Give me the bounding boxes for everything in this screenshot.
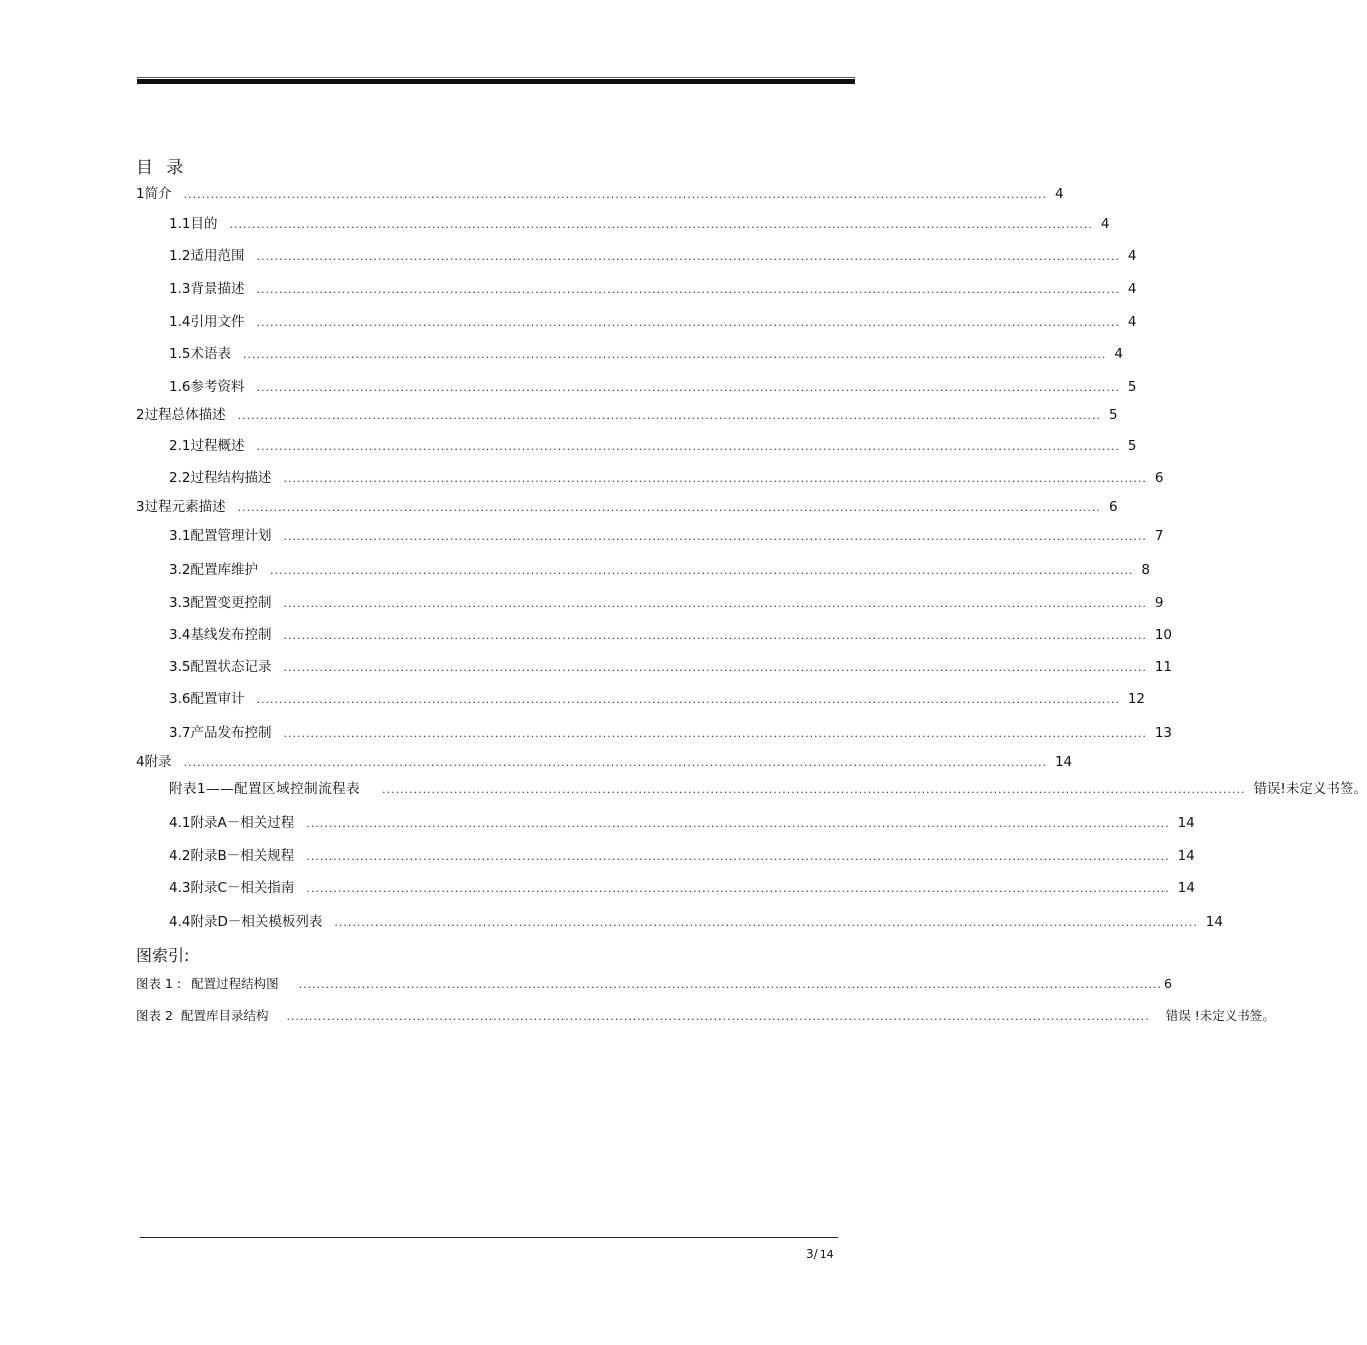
toc-entry-number: 3.6 [169,691,191,707]
figure-entry-title: 配置库目录结构 [180,1008,269,1023]
dot-leader: ................................................................................................................................................................................................ [256,250,1120,263]
toc-entry[interactable] [169,780,1367,798]
toc-entry-page: 4 [1127,248,1137,264]
toc-entry-number: 1.1 [169,216,191,232]
toc-entry[interactable] [169,527,1164,545]
toc-entry[interactable] [169,561,1150,579]
figure-entry[interactable] [136,1007,1275,1025]
toc-entry[interactable] [169,469,1164,487]
toc-entry[interactable] [169,913,1223,931]
toc-entry-title: 基线发布控制 [190,627,272,643]
toc-entry-page: 13 [1154,725,1173,741]
toc-entry-page: 14 [1177,880,1195,896]
figure-entry-title: 配置过程结构图 [191,976,279,991]
toc-entry[interactable] [136,498,1118,516]
toc-entry-title: 配置审计 [190,691,245,707]
dot-leader: ................................................................................................................................................................................................ [256,693,1120,706]
dot-leader: ................................................................................................................................................................................................ [229,218,1093,231]
toc-entry-page: 4 [1114,346,1123,362]
toc-entry[interactable] [169,847,1195,865]
toc-entry-title: 配置库维护 [190,562,258,578]
toc-heading: 目 录 [136,158,188,178]
toc-entry-title: 附录B－相关规程 [190,848,295,864]
toc-entry-title: 附表1——配置区域控制流程表 [169,781,361,797]
toc-entry-page: 10 [1154,627,1173,643]
toc-entry[interactable] [169,879,1195,897]
toc-entry-title: 过程元素描述 [144,499,226,515]
toc-entry-page: 14 [1054,754,1073,770]
toc-entry[interactable] [169,658,1173,676]
toc-entry-title: 目的 [190,216,218,232]
dot-leader: ................................................................................................................................................................................................ [256,440,1120,453]
toc-entry-number: 3.5 [169,659,191,675]
toc-entry-title: 引用文件 [190,314,245,330]
toc-entry-number: 3.4 [169,627,191,643]
toc-entry-number: 1 [136,186,145,202]
figure-entry[interactable] [136,975,1172,993]
dot-leader: ................................................................................................................................................................................................ [283,727,1147,740]
dot-leader: ................................................................................................................................................................................................ [237,409,1101,422]
dot-leader: ................................................................................................................................................................................................ [256,316,1120,329]
toc-entry-title: 配置变更控制 [190,595,272,611]
toc-entry-page: 9 [1154,595,1164,611]
toc-entry-page: 14 [1177,815,1195,831]
toc-entry-title: 附录 [144,754,172,770]
toc-entry[interactable] [169,814,1195,832]
dot-leader: ................................................................................................................................................................................................ [382,783,1246,796]
toc-entry-title: 过程概述 [190,438,245,454]
dot-leader: ................................................................................................................................................................................................ [283,629,1147,642]
dot-leader: ................................................................................................................................................................................................ [283,661,1147,674]
dot-leader: ................................................................................................................................................................................................ [283,472,1147,485]
toc-entry-title: 过程总体描述 [144,407,226,423]
toc-entry-number: 1.2 [169,248,191,264]
toc-entry-number: 4.3 [169,880,191,896]
toc-entry[interactable] [169,345,1123,363]
figure-entry-page: 错误 !未定义书签。 [1165,1008,1275,1023]
toc-entry-title: 附录D－相关模板列表 [190,914,323,930]
toc-entry-number: 1.3 [169,281,191,297]
toc-entry-page: 11 [1154,659,1173,675]
dot-leader: ................................................................................................................................................................................................ [256,381,1120,394]
toc-entry-number: 3.1 [169,528,191,544]
figure-index-heading: 图索引: [136,946,190,965]
toc-entry-page: 14 [1205,914,1223,930]
toc-entry-number: 4.2 [169,848,191,864]
footer-rule [140,1237,838,1238]
toc-entry[interactable] [169,247,1137,265]
toc-entry-number: 1.5 [169,346,191,362]
dot-leader: ................................................................................................................................................................................................ [256,283,1120,296]
toc-entry-page: 4 [1127,314,1137,330]
dot-leader: ................................................................................................................................................................................................ [242,348,1107,361]
toc-entry-title: 配置管理计划 [190,528,272,544]
toc-entry[interactable] [136,185,1064,203]
toc-entry-title: 配置状态记录 [190,659,272,675]
toc-entry-number: 2 [136,407,145,423]
toc-entry-number: 3.3 [169,595,191,611]
toc-entry-page: 14 [1177,848,1195,864]
header-rule [137,77,855,84]
toc-entry-number: 3 [136,499,145,515]
dot-leader: ................................................................................................................................................................................................ [283,597,1147,610]
toc-entry[interactable] [169,313,1137,331]
toc-entry-title: 背景描述 [190,281,245,297]
dot-leader: ................................................................................................................................................................................................ [283,530,1147,543]
toc-entry-page: 5 [1108,407,1118,423]
toc-entry-title: 附录C－相关指南 [190,880,295,896]
dot-leader: ................................................................................................................................................................................................ [298,978,1162,991]
toc-entry[interactable] [136,753,1073,771]
toc-entry[interactable] [169,378,1137,396]
page-counter [806,1247,834,1261]
toc-entry-page: 6 [1154,470,1164,486]
toc-entry-number: 2.2 [169,470,191,486]
toc-entry-title: 过程结构描述 [190,470,272,486]
total-page-number: 14 [819,1248,834,1261]
toc-entry[interactable] [169,280,1137,298]
toc-entry-number: 4.4 [169,914,191,930]
toc-entry[interactable] [169,437,1137,455]
toc-entry-page: 4 [1100,216,1110,232]
figure-entry-number: 图表 1 : [136,976,182,991]
dot-leader: ................................................................................................................................................................................................ [183,756,1047,769]
toc-entry[interactable] [169,690,1146,708]
toc-entry-number: 4.1 [169,815,191,831]
dot-leader: ................................................................................................................................................................................................ [183,188,1047,201]
toc-entry-title: 简介 [144,186,172,202]
toc-entry[interactable] [136,406,1118,424]
toc-entry[interactable] [169,215,1110,233]
toc-entry-title: 产品发布控制 [190,725,272,741]
dot-leader: ................................................................................................................................................................................................ [269,564,1134,577]
toc-entry[interactable] [169,626,1173,644]
toc-entry-title: 适用范围 [190,248,245,264]
toc-entry[interactable] [169,594,1164,612]
toc-entry-page: 5 [1127,379,1137,395]
toc-entry-page: 4 [1127,281,1137,297]
toc-entry-number: 1.4 [169,314,191,330]
toc-entry-page: 7 [1154,528,1164,544]
toc-entry-page: 4 [1054,186,1064,202]
figure-entry-page: 6 [1163,976,1172,991]
toc-entry-number: 3.2 [169,562,191,578]
dot-leader: ................................................................................................................................................................................................ [306,882,1170,895]
toc-entry-page: 8 [1141,562,1150,578]
dot-leader: ................................................................................................................................................................................................ [237,501,1101,514]
dot-leader: ................................................................................................................................................................................................ [286,1010,1150,1023]
dot-leader: ................................................................................................................................................................................................ [306,817,1170,830]
toc-entry-page: 12 [1127,691,1146,707]
dot-leader: ................................................................................................................................................................................................ [334,916,1198,929]
toc-entry-number: 4 [136,754,145,770]
toc-entry-title: 参考资料 [190,379,245,395]
toc-entry-page: 5 [1127,438,1137,454]
dot-leader: ................................................................................................................................................................................................ [306,850,1170,863]
figure-entry-number: 图表 2 [136,1008,173,1023]
toc-entry-number: 2.1 [169,438,191,454]
toc-entry-page: 6 [1108,499,1118,515]
page-separator: / [813,1247,818,1261]
toc-entry-number: 3.7 [169,725,191,741]
toc-entry-title: 术语表 [190,346,231,362]
toc-entry[interactable] [169,724,1173,742]
toc-entry-number: 1.6 [169,379,191,395]
toc-entry-page: 错误!未定义书签。 [1253,781,1367,797]
toc-entry-title: 附录A－相关过程 [190,815,295,831]
current-page-number: 3 [806,1247,814,1261]
